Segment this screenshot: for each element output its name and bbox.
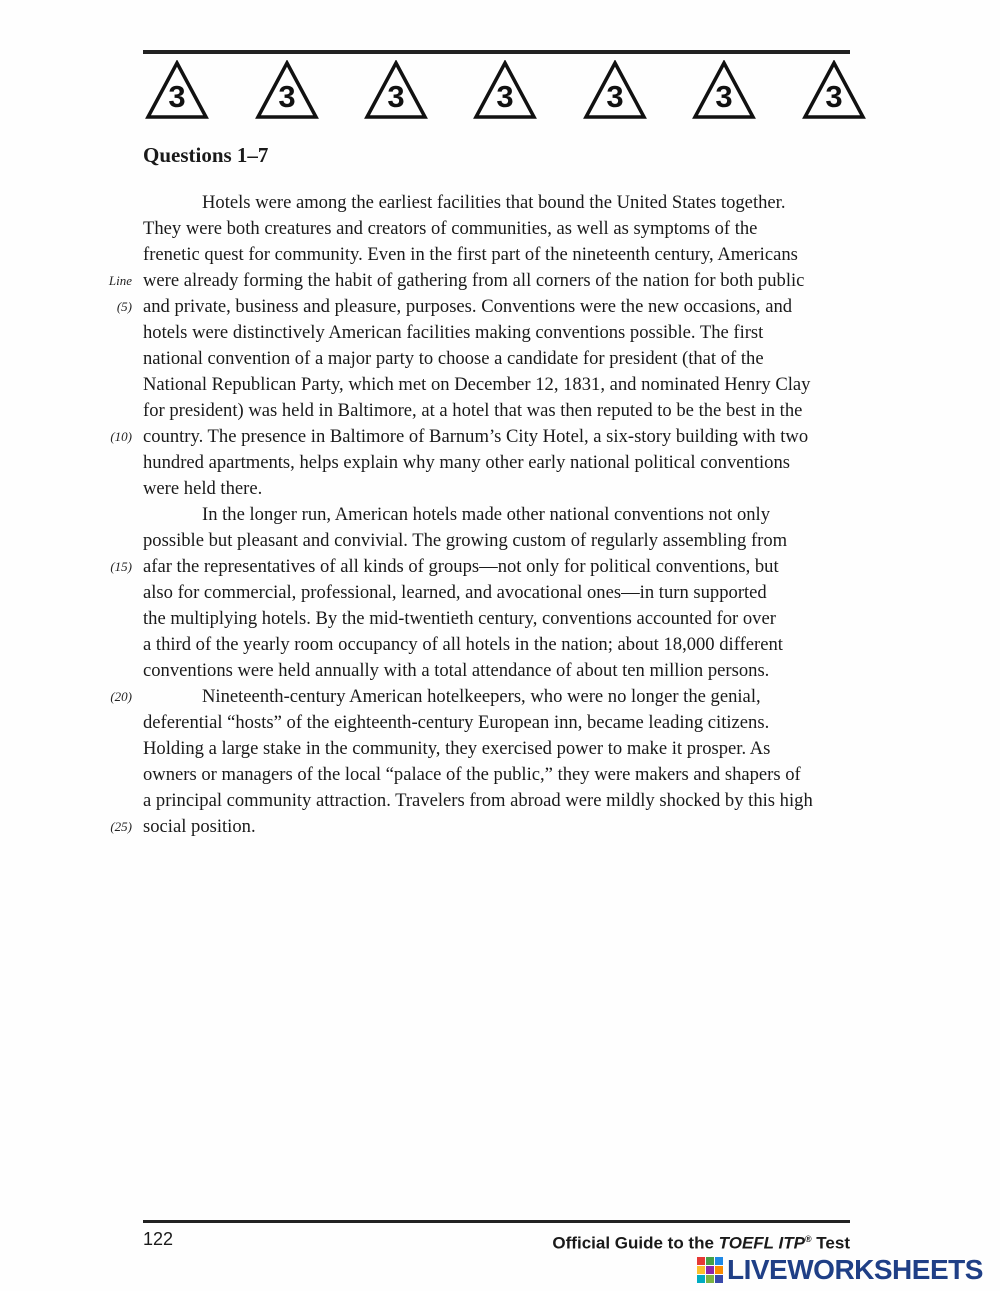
logo-square [715, 1275, 723, 1283]
passage-line: hundred apartments, helps explain why many other early national political conventions [143, 452, 790, 473]
line-number-label: (5) [116, 299, 132, 314]
passage-line: National Republican Party, which met on December 12, 1831, and nominated Henry Clay [143, 374, 811, 395]
logo-square [697, 1257, 705, 1265]
passage-line: a third of the yearly room occupancy of all hotels in the nation; about 18,000 different [143, 634, 783, 655]
passage-line: for president) was held in Baltimore, at a hotel that was then reputed to be the best in the [143, 400, 803, 421]
triangle-marker-icon [145, 60, 209, 120]
line-number-label: (25) [110, 819, 132, 834]
logo-square [706, 1257, 714, 1265]
bottom-rule [143, 1220, 850, 1223]
logo-square [697, 1275, 705, 1283]
section-number: 3 [715, 79, 733, 114]
passage-line: conventions were held annually with a total attendance of about ten million persons. [143, 660, 770, 681]
passage-line: and private, business and pleasure, purposes. Conventions were the new occasions, and [143, 296, 793, 317]
section-number: 3 [168, 79, 186, 114]
triangle-marker-icon [364, 60, 428, 120]
passage-line: deferential “hosts” of the eighteenth-century European inn, became leading citizens. [143, 712, 770, 733]
book-title-suffix: Test [811, 1233, 850, 1253]
logo-square [706, 1266, 714, 1274]
triangle-marker-icon [692, 60, 756, 120]
line-number-label: (10) [110, 429, 132, 444]
passage-line: possible but pleasant and convivial. The growing custom of regularly assembling from [143, 530, 788, 551]
section-number: 3 [387, 79, 405, 114]
page-number: 122 [143, 1229, 174, 1249]
passage-line: were held there. [143, 478, 263, 499]
liveworksheets-watermark [697, 1254, 983, 1286]
top-rule [143, 50, 850, 54]
logo-square [706, 1275, 714, 1283]
passage-line: afar the representatives of all kinds of groups—not only for political conventions, but [143, 556, 779, 577]
book-title-prefix: Official Guide to the [552, 1233, 719, 1253]
passage-line: also for commercial, professional, learned, and avocational ones—in turn supported [143, 582, 767, 603]
passage-line: social position. [143, 816, 256, 837]
line-number-label: Line [108, 273, 132, 288]
passage-line: In the longer run, American hotels made other national conventions not only [202, 504, 770, 525]
section-number: 3 [278, 79, 296, 114]
passage-line: were already forming the habit of gathering from all corners of the nation for both public [143, 270, 805, 291]
passage-line: Holding a large stake in the community, they exercised power to make it prosper. As [143, 738, 771, 759]
logo-square [697, 1266, 705, 1274]
passage-line: national convention of a major party to choose a candidate for president (that of the [143, 348, 764, 369]
section-number: 3 [496, 79, 514, 114]
triangle-marker-icon [802, 60, 866, 120]
passage-line: a principal community attraction. Travelers from abroad were mildly shocked by this high [143, 790, 813, 811]
line-number-label: (15) [110, 559, 132, 574]
book-title [552, 1227, 850, 1256]
passage-line: They were both creatures and creators of communities, as well as symptoms of the [143, 218, 758, 239]
section-number: 3 [825, 79, 843, 114]
passage-line: hotels were distinctively American facilities making conventions possible. The first [143, 322, 764, 343]
questions-heading: Questions 1–7 [143, 143, 269, 167]
passage-line: the multiplying hotels. By the mid-twentieth century, conventions accounted for over [143, 608, 776, 629]
book-title-brand: TOEFL ITP [718, 1233, 805, 1253]
passage-line: owners or managers of the local “palace of the public,” they were makers and shapers of [143, 764, 801, 785]
logo-square [715, 1257, 723, 1265]
triangle-marker-icon [255, 60, 319, 120]
passage-line: Nineteenth-century American hotelkeepers, who were no longer the genial, [202, 686, 761, 707]
passage-line: country. The presence in Baltimore of Barnum’s City Hotel, a six-story building with two [143, 426, 809, 447]
triangle-marker-icon [583, 60, 647, 120]
section-number: 3 [606, 79, 624, 114]
passage-line: frenetic quest for community. Even in the first part of the nineteenth century, Americans [143, 244, 798, 265]
liveworksheets-logo-icon [697, 1256, 725, 1284]
passage-line: Hotels were among the earliest facilities that bound the United States together. [202, 192, 786, 213]
triangle-marker-icon [473, 60, 537, 120]
watermark-text: LIVEWORKSHEETS [727, 1254, 983, 1285]
section-markers [0, 60, 1000, 122]
line-number-label: (20) [110, 689, 132, 704]
logo-square [715, 1266, 723, 1274]
registered-mark: ® [804, 1234, 812, 1244]
